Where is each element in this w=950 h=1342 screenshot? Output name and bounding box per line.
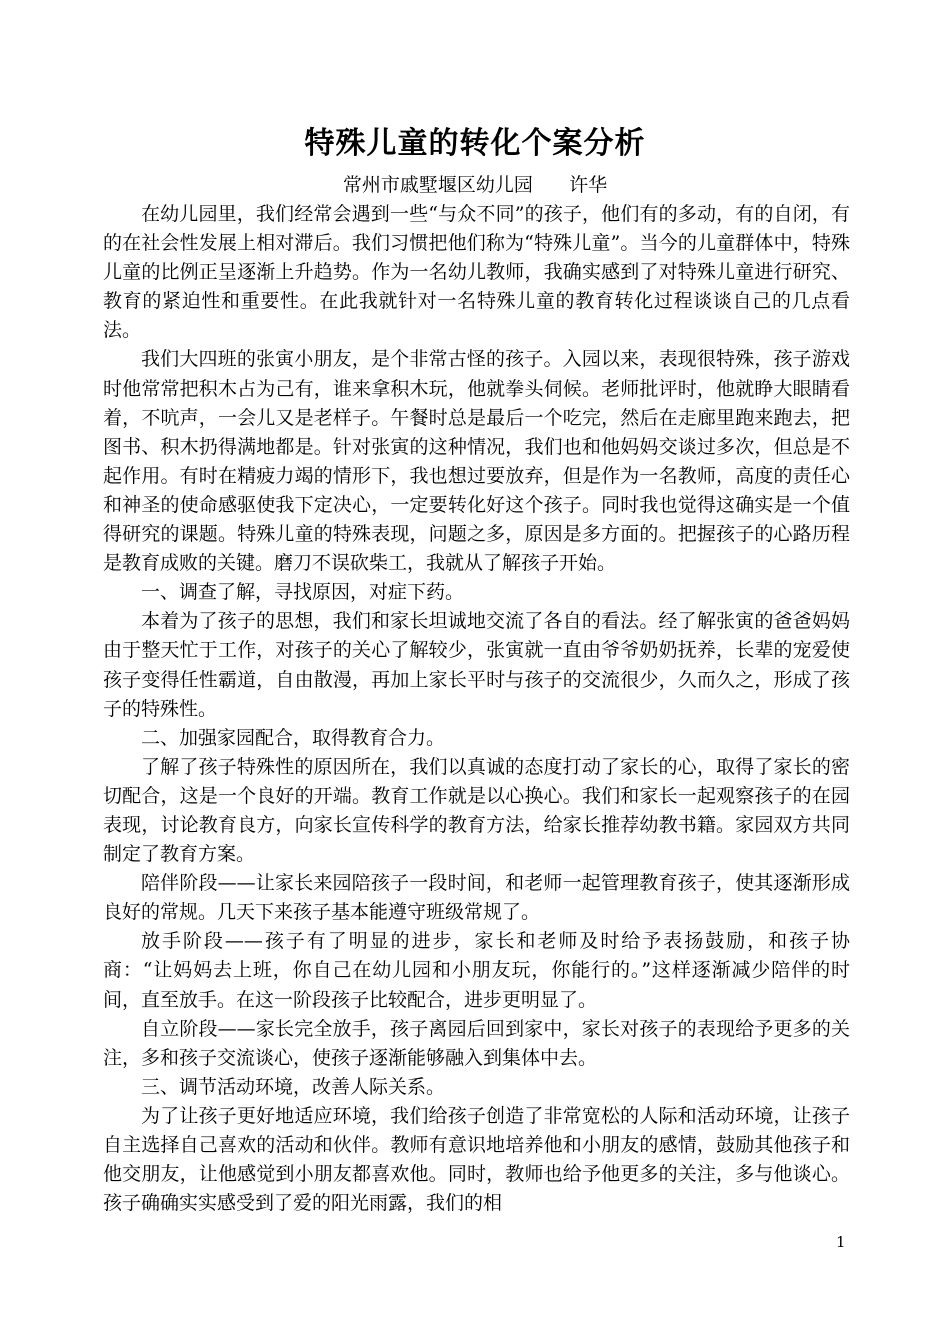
document-body	[103, 200, 850, 1218]
section-heading-investigation: 一、调查了解，寻找原因，对症下药。	[141, 581, 465, 604]
paragraph-accompany-stage: 陪伴阶段——让家长来园陪孩子一段时间，和老师一起管理教育孩子，使其逐渐形成良好的常规。几天下来孩子基本能遵守班级常规了。	[103, 872, 850, 924]
paragraph-cooperation: 了解了孩子特殊性的原因所在，我们以真诚的态度打动了家长的心，取得了家长的密切配合，这是一个良好的开端。教育工作就是以心换心。我们和家长一起观察孩子的在园表现，讨论教育良方，向家长宣传科学的教育方法，给家长推荐幼教书籍。家园双方共同制定了教育方案。	[103, 755, 850, 866]
section-heading-cooperation: 二、加强家园配合，取得教育合力。	[141, 726, 446, 749]
paragraph-release-stage: 放手阶段——孩子有了明显的进步，家长和老师及时给予表扬鼓励，和孩子协商：“让妈妈去上班，你自己在幼儿园和小朋友玩，你能行的。”这样逐渐减少陪伴的时间，直至放手。在这一阶段孩子比较配合，进步更明显了。	[103, 930, 850, 1011]
page-number: 1	[836, 1233, 846, 1251]
author-line: 常州市戚墅堰区幼儿园 许华	[342, 174, 608, 196]
document-title: 特殊儿童的转化个案分析	[304, 126, 646, 161]
paragraph-intro: 在幼儿园里，我们经常会遇到一些“与众不同”的孩子，他们有的多动，有的自闭，有的在社会性发展上相对滞后。我们习惯把他们称为“特殊儿童”。当今的儿童群体中，特殊儿童的比例正呈逐渐上升趋势。作为一名幼儿教师，我确实感到了对特殊儿童进行研究、教育的紧迫性和重要性。在此我就针对一名特殊儿童的教育转化过程谈谈自己的几点看法。	[103, 203, 850, 342]
section-heading-environment: 三、调节活动环境，改善人际关系。	[141, 1075, 446, 1098]
paragraph-independence-stage: 自立阶段——家长完全放手，孩子离园后回到家中，家长对孩子的表现给予更多的关注，多和孩子交流谈心，使孩子逐渐能够融入到集体中去。	[103, 1017, 850, 1069]
paragraph-case-description: 我们大四班的张寅小朋友，是个非常古怪的孩子。入园以来，表现很特殊，孩子游戏时他常常把积木占为己有，谁来拿积木玩，他就拳头伺候。老师批评时，他就睁大眼睛看着，不吭声，一会儿又是老样子。午餐时总是最后一个吃完，然后在走廊里跑来跑去，把图书、积木扔得满地都是。针对张寅的这种情况，我们也和他妈妈交谈过多次，但总是不起作用。有时在精疲力竭的情形下，我也想过要放弃，但是作为一名教师，高度的责任心和神圣的使命感驱使我下定决心，一定要转化好这个孩子。同时我也觉得这确实是一个值得研究的课题。特殊儿童的特殊表现，问题之多，原因是多方面的。把握孩子的心路历程是教育成败的关键。磨刀不误砍柴工，我就从了解孩子开始。	[103, 348, 850, 575]
paragraph-investigation: 本着为了孩子的思想，我们和家长坦诚地交流了各自的看法。经了解张寅的爸爸妈妈由于整天忙于工作，对孩子的关心了解较少，张寅就一直由爷爷奶奶抚养，长辈的宠爱使孩子变得任性霸道，自由散漫，再加上家长平时与孩子的交流很少，久而久之，形成了孩子的特殊性。	[103, 610, 850, 720]
paragraph-environment: 为了让孩子更好地适应环境，我们给孩子创造了非常宽松的人际和活动环境，让孩子自主选择自己喜欢的活动和伙伴。教师有意识地培养他和小朋友的感情，鼓励其他孩子和他交朋友，让他感觉到小朋友都喜欢他。同时，教师也给予他更多的关注，多与他谈心。孩子确确实实感受到了爱的阳光雨露，我们的相	[103, 1104, 850, 1215]
